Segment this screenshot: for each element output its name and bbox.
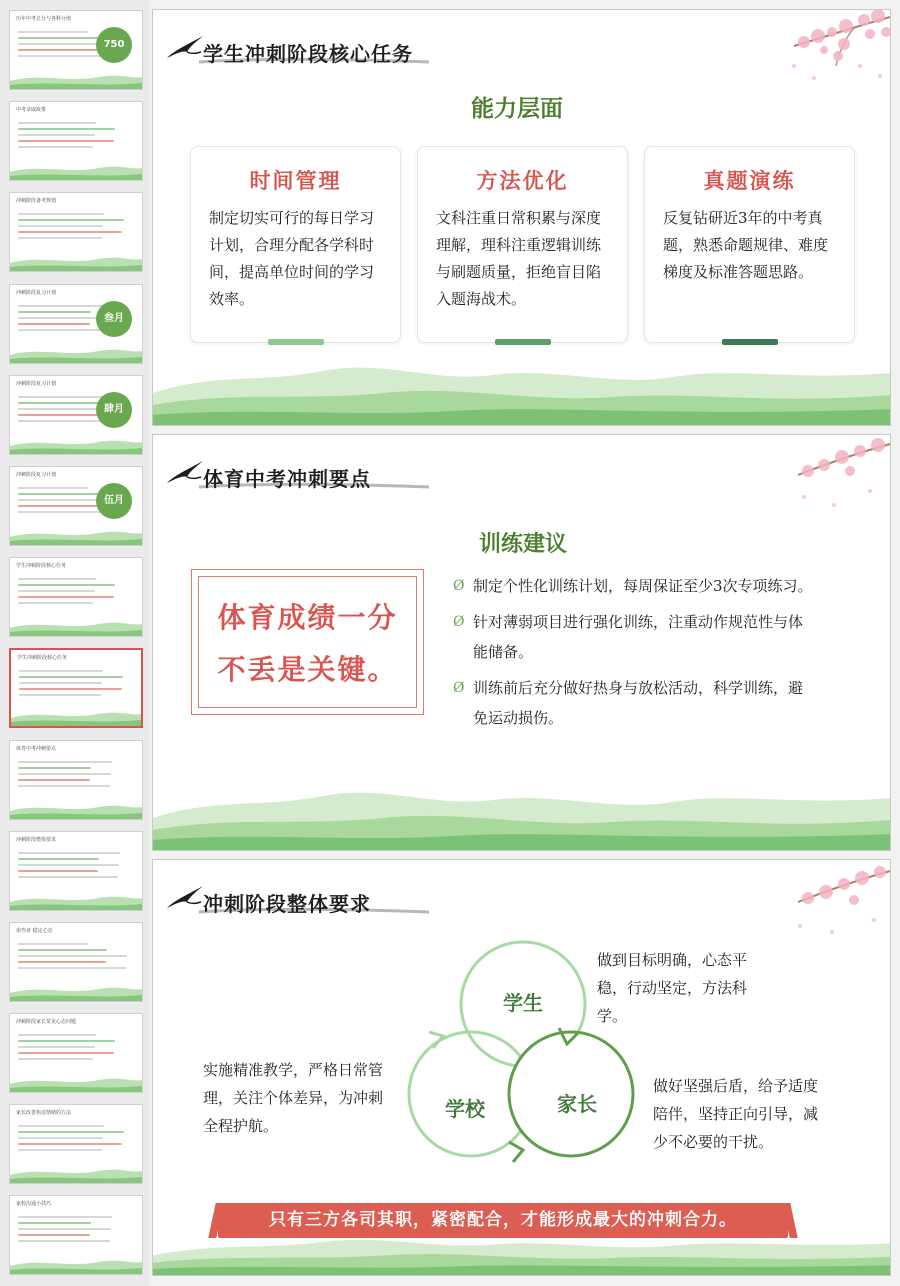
thumbnail-hills-decoration xyxy=(10,618,142,636)
slide-thumbnail[interactable] xyxy=(9,831,143,911)
card-method-optimization xyxy=(417,146,628,343)
bullet-text: 针对薄弱项目进行强化训练，注重动作规范性与体能储备。 xyxy=(473,613,804,661)
thumbnail-hills-decoration xyxy=(10,71,142,89)
cherry-blossom-decoration xyxy=(774,9,891,91)
thumbnail-hills-decoration xyxy=(10,892,142,910)
slide-thumbnail[interactable] xyxy=(9,922,143,1002)
thumbnail-badge: 伍月 xyxy=(96,483,132,519)
slide-title: 冲刺阶段整体要求 xyxy=(203,892,371,916)
thumbnail-hills-decoration xyxy=(10,801,142,819)
card-title: 时间管理 xyxy=(249,168,342,193)
school-requirement-text: 实施精准教学，严格日常管理，关注个体差异，为冲刺全程护航。 xyxy=(203,1061,384,1135)
thumbnail-content xyxy=(18,1121,134,1163)
card-text: 制定切实可行的每日学习计划，合理分配各学科时间，提高单位时间的学习效率。 xyxy=(209,209,375,308)
thumbnail-content xyxy=(18,574,134,616)
cherry-blossom-decoration xyxy=(774,434,891,516)
slide-pe-exam xyxy=(152,434,891,851)
thumbnail-content xyxy=(18,1030,134,1072)
thumbnail-title: 冲刺阶段复习计划 xyxy=(16,290,57,296)
bullet-mark: Ø xyxy=(453,680,465,696)
thumbnail-hills-decoration xyxy=(10,1074,142,1092)
section-heading: 能力层面 xyxy=(471,95,563,122)
thumbnail-title: 冲刺阶段整体要求 xyxy=(16,837,57,843)
card-accent-bar xyxy=(268,339,324,345)
list-item xyxy=(453,571,813,601)
thumbnail-hills-decoration xyxy=(10,527,142,545)
quote-line-1: 体育成绩一分 xyxy=(217,601,398,634)
slide-thumbnail[interactable] xyxy=(9,192,143,272)
ring-label-school: 学校 xyxy=(445,1097,485,1121)
list-item xyxy=(453,607,813,667)
card-time-management xyxy=(190,146,401,343)
thumbnail-title: 学生冲刺阶段核心任务 xyxy=(17,655,68,661)
thumbnail-hills-decoration xyxy=(10,983,142,1001)
slide-title: 体育中考冲刺要点 xyxy=(203,467,371,491)
thumbnail-content xyxy=(18,209,134,251)
card-title: 方法优化 xyxy=(476,168,569,193)
cherry-blossom-decoration xyxy=(774,859,891,941)
quote-line-2: 不丢是关键。 xyxy=(217,653,398,686)
thumbnail-title: 冲刺阶段复习计划 xyxy=(16,381,57,387)
slide-thumbnail[interactable] xyxy=(9,284,143,364)
green-hills-decoration xyxy=(153,778,891,850)
thumbnail-content xyxy=(18,848,134,890)
slide-overall-requirements xyxy=(152,859,891,1276)
card-accent-bar xyxy=(495,339,551,345)
bullet-mark: Ø xyxy=(453,578,465,594)
thumbnail-title: 历年中考总分与各科分值 xyxy=(16,16,72,22)
quote-text xyxy=(192,592,423,696)
card-title: 真题演练 xyxy=(703,168,796,193)
slide-thumbnail[interactable] xyxy=(9,10,143,90)
slide-thumbnail[interactable] xyxy=(9,1013,143,1093)
student-requirement-text: 做到目标明确，心态平稳，行动坚定，方法科学。 xyxy=(597,951,748,1025)
thumbnail-title: 学生冲刺阶段核心任务 xyxy=(16,563,67,569)
thumbnail-badge: 叁月 xyxy=(96,301,132,337)
ring-label-parent: 家长 xyxy=(557,1092,597,1116)
slide-thumbnail[interactable] xyxy=(9,1104,143,1184)
green-hills-decoration xyxy=(153,1231,891,1275)
thumbnail-badge: 肆月 xyxy=(96,392,132,428)
thumbnail-content xyxy=(19,666,133,706)
thumbnail-hills-decoration xyxy=(11,708,141,726)
section-heading: 训练建议 xyxy=(479,531,568,557)
thumbnail-content xyxy=(18,939,134,981)
ring-label-student: 学生 xyxy=(503,991,543,1015)
slide-thumbnail-panel[interactable] xyxy=(0,0,150,1286)
thumbnail-hills-decoration xyxy=(10,345,142,363)
summary-banner: 只有三方各司其职，紧密配合，才能形成最大的冲刺合力。 xyxy=(218,1203,788,1238)
thumbnail-hills-decoration xyxy=(10,436,142,454)
card-past-papers xyxy=(644,146,855,343)
thumbnail-title: 冲刺阶段备考规划 xyxy=(16,198,57,204)
bullet-text: 训练前后充分做好热身与放松活动，科学训练，避免运动损伤。 xyxy=(473,679,804,727)
parent-requirement-text: 做好坚强后盾，给予适度陪伴，坚持正向引导，减少不必要的干扰。 xyxy=(653,1077,819,1151)
slide-thumbnail[interactable] xyxy=(9,557,143,637)
bullet-text: 制定个性化训练计划，每周保证至少3次专项练习。 xyxy=(473,577,813,595)
slide-title: 学生冲刺阶段核心任务 xyxy=(203,42,413,66)
thumbnail-badge: 750 xyxy=(96,27,132,63)
thumbnail-title: 中考录取政策 xyxy=(16,107,47,113)
slide-thumbnail[interactable] xyxy=(9,1195,143,1275)
training-bullet-list xyxy=(453,571,813,739)
thumbnail-hills-decoration xyxy=(10,162,142,180)
quote-box xyxy=(191,569,424,715)
thumbnail-title: 家长改善焦虑情绪的方法 xyxy=(16,1110,72,1116)
thumbnail-title: 第叁章 稳定心态 xyxy=(16,928,53,934)
thumbnail-title: 体育中考冲刺要点 xyxy=(16,746,57,752)
thumbnail-hills-decoration xyxy=(10,1256,142,1274)
slide-thumbnail[interactable] xyxy=(9,648,143,728)
thumbnail-title: 冲刺阶段复习计划 xyxy=(16,472,57,478)
thumbnail-title: 冲刺阶段家长常见心态问题 xyxy=(16,1019,77,1025)
green-hills-decoration xyxy=(153,353,891,425)
thumbnail-hills-decoration xyxy=(10,1165,142,1183)
thumbnail-hills-decoration xyxy=(10,253,142,271)
thumbnail-title: 家校沟通小技巧 xyxy=(16,1201,52,1207)
bullet-mark: Ø xyxy=(453,614,465,630)
thumbnail-content xyxy=(18,1212,134,1254)
thumbnail-content xyxy=(18,757,134,799)
card-accent-bar xyxy=(722,339,778,345)
list-item xyxy=(453,673,813,733)
thumbnail-content xyxy=(18,118,134,160)
slide-thumbnail[interactable] xyxy=(9,466,143,546)
slide-thumbnail[interactable] xyxy=(9,375,143,455)
card-text: 反复钻研近3年的中考真题，熟悉命题规律、难度梯度及标准答题思路。 xyxy=(663,209,829,281)
card-text: 文科注重日常积累与深度理解，理科注重逻辑训练与刷题质量，拒绝盲目陷入题海战术。 xyxy=(436,209,602,308)
slide-thumbnail[interactable] xyxy=(9,740,143,820)
slide-thumbnail[interactable] xyxy=(9,101,143,181)
slide-core-tasks xyxy=(152,9,891,426)
